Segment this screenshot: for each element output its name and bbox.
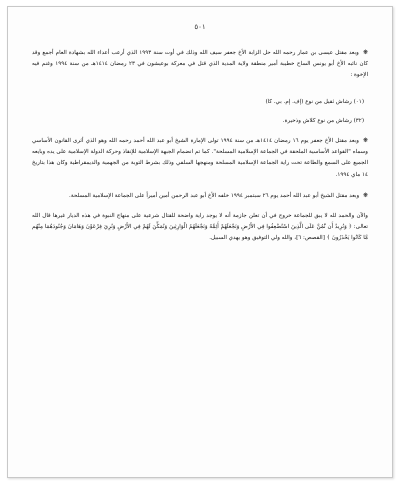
list-item bbox=[32, 97, 368, 108]
paragraph-text: وبعد مقتل الشيخ أبو عبد الله أحمد يوم ٢٦ سبتمبر ١٩٩٤ خلفه الأخ أبو عبد الرحمن أمين أميراً على الجماعة الإسلامية المسلحة. bbox=[69, 192, 360, 199]
paragraph bbox=[32, 47, 368, 82]
list-item-text: (٣٢) رشاش من نوع كلاش وذخيرة. bbox=[282, 117, 364, 124]
document-page bbox=[7, 6, 393, 478]
paragraph-text: وبعد مقتل الأخ جعفر يوم ١٦ رمضان ١٤١٤هـ من سنة ١٩٩٤ تولى الإمارة الشيخ أبو عبد الله أحمد رحمه الله وهو الذي أثرى القانون الأساسي وسماه "القواعد الأساسية الملحقة في الجماعة الإسلامية المسلحة". كما تم انضمام الجبهة الإسلامية للإنقاذ وحركة الدولة الإسلامية على يده وبايعه الجميع على السمع والطاعة تحت راية الجماعة الإسلامية المسلحة ومنهجها السلفي وذلك بشرط التوبة من الجهمية والديمقراطية وكان هذا بتاريخ ١٤ ماي ١٩٩٤. bbox=[32, 138, 368, 178]
page-body bbox=[32, 47, 368, 254]
bullet-icon: ❋ bbox=[362, 191, 368, 199]
paragraph bbox=[32, 135, 368, 181]
bullet-icon: ❋ bbox=[362, 49, 368, 56]
paragraph bbox=[32, 190, 368, 202]
page-number: ٥٠١ bbox=[194, 23, 206, 31]
bullet-icon: ❋ bbox=[363, 137, 369, 145]
paragraph bbox=[32, 211, 368, 245]
list-item-text: (٠١) رشاش ثقيل من نوع (إف. إم. بي. كا) bbox=[265, 98, 364, 105]
paragraph-text: وبعد مقتل عيسى بن عمار رحمه الله حل الزابة الأخ جعفر سيف الله وذلك في أوت سنة ١٩٩٣ الذي أرعب أعداء الله بشهادة العام أجمع وقد كان نائبه الأخ أبو يونس الساح خطيبة أمير منطقة ولاية المدية الذي قتل في معركة بوعيشون في ٢٣ رمضان ١٤١٤هـ من سنة ١٩٩٤ وغنم فيه الإخوة : bbox=[32, 50, 368, 79]
paragraph-text: والآن والحمد لله لا يبق للجماعة خروج في أن تعلن جازمة أنه لا يوجد راية واضحة للقتال شرعية على منهاج النبوة في هذه الديار غيرها قال الله تعالى: ﴿ وَنُرِيدُ أَن نَّمُنَّ عَلَى الَّذِينَ اسْتُضْعِفُوا فِي الأَرْضِ وَنَجْعَلَهُمْ أَئِمَّةً وَنَجْعَلَهُمُ الْوَارِثِينَ وَنُمَكِّنَ لَهُمْ فِي الأَرْضِ وَنُرِيَ فِرْعَوْنَ وَهَامَانَ وَجُنُودَهُمَا مِنْهُم مَّا كَانُوا يَحْذَرُونَ ﴾ [القصص: ٦]، والله ولي التوفيق وهو يهدي السبيل. bbox=[32, 213, 368, 242]
list-item bbox=[32, 116, 368, 127]
